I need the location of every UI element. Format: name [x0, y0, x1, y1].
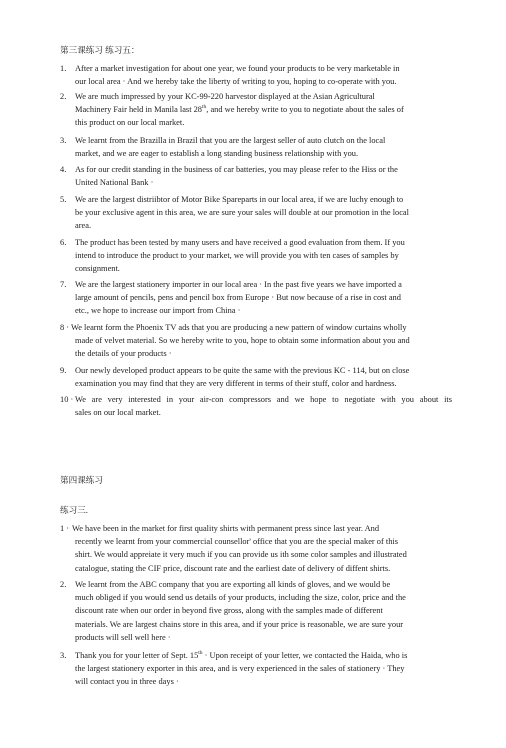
item-number: 7. [60, 280, 67, 289]
item-number: 10 · [60, 395, 74, 404]
item-line [75, 103, 452, 116]
item-number: 2. [60, 580, 67, 589]
item-number: 6. [60, 238, 67, 247]
item-line: We are much impressed by your KC-99-220 harvestor displayed at the Asian Agricultural [75, 92, 375, 101]
item-text: · Upon receipt of your letter, we contacted the Haida, who is [202, 651, 408, 660]
item-number: 3. [60, 651, 67, 660]
item-line: As for our credit standing in the business of car batteries, you may please refer to the Hiss or the [75, 165, 398, 174]
item-line: recently we learnt from your commercial counsellor' office that you are the special maker of this [75, 537, 398, 547]
list-item [60, 522, 452, 575]
item-line: After a market investigation for about one year, we found your products to be very marketable in [75, 64, 400, 73]
item-line: this product on our local market. [75, 118, 185, 128]
exercise-heading: 练习三. [60, 505, 88, 515]
item-text: , and we hereby write to you to negotiate about the sales of [206, 105, 404, 115]
item-line: market, and we are eager to establish a long standing business relationship with you. [75, 149, 359, 159]
item-line: be your exclusive agent in this area, we are sure your sales will double at our promotion in the local [75, 208, 409, 218]
item-number: 8 · [60, 323, 70, 332]
item-line: The product has been tested by many users and have received a good evaluation from them. If you [75, 238, 405, 247]
item-line [75, 649, 452, 662]
list-item [60, 193, 452, 233]
item-line: United National Bank · [75, 178, 154, 188]
list-item [60, 134, 452, 160]
item-line: shirt. We would appreiate it very much if you can provide us ith some color samples and illustrated [75, 550, 407, 560]
item-number: 2. [60, 92, 67, 101]
list-item [60, 393, 452, 419]
item-line: We are very interested in your air-con compressors and we hope to negotiate with you about its [75, 395, 452, 404]
item-line: We learnt form the Phoenix TV ads that you are producing a new pattern of window curtains wholly [71, 323, 407, 332]
list-item [60, 163, 452, 189]
item-line: We are the largest distriibtor of Motor Bike Spareparts in our local area, if we are luchy enough to [75, 195, 404, 204]
item-line: examination you may find that they are very different in terms of their stuff, color and hardness. [75, 379, 397, 389]
item-number: 5. [60, 195, 67, 204]
list-item [60, 62, 452, 88]
list-item [60, 278, 452, 318]
list-item [60, 649, 452, 689]
item-line: materials. We are largest chains store in this area, and if your price is reasonable, we are sure your [75, 619, 404, 629]
item-line: large amount of pencils, pens and pencil box from Europe · But now because of a rise in cost and [75, 293, 401, 303]
list-item [60, 90, 452, 130]
item-line: made of velvet material. So we hereby write to you, hope to obtain some information about you and [75, 336, 410, 346]
item-text: We have been in the market for first quality shirts with permanent press since last yea [72, 524, 359, 533]
item-line: We learnt from the ABC company that you are exporting all kinds of gloves, and we would be [75, 580, 391, 589]
item-text: Thank you for your letter of Sept. 15 [75, 651, 199, 660]
list-item [60, 364, 452, 390]
section-heading-lesson4: 第四课练习 [60, 475, 103, 485]
item-line: the largest stationery exporter in this area, and is very experienced in the sales of stationery · They [75, 664, 405, 674]
item-number: 3. [60, 136, 67, 145]
item-line: Our newly developed product appears to be quite the same with the previous KC - 114, but on close [75, 366, 410, 375]
item-line [60, 522, 452, 535]
item-line: products will sell well here · [75, 632, 171, 642]
item-line: much obliged if you would send us details of your products, including the size, color, price and the [75, 593, 406, 603]
section-heading-lesson3: 第三课练习 练习五： [60, 45, 140, 55]
ordinal-suffix: th [202, 104, 207, 111]
item-number: 9. [60, 366, 67, 375]
item-line: catalogue, stating the CIF price, discount rate and the earliest date of delivery of diffent shirts. [75, 563, 391, 573]
item-line: We are the largest stationery importer in our local area · In the past five years we have imported a [75, 280, 402, 289]
list-item [60, 236, 452, 276]
item-line: discount rate when our order in beyond five gross, along with the samples made of different [75, 606, 383, 616]
list-item [60, 321, 452, 361]
item-line: will contact you in three days · [75, 677, 179, 687]
item-line: area. [75, 221, 92, 231]
ordinal-suffix: th [198, 650, 203, 657]
item-number: 1. [60, 64, 67, 73]
item-line: intend to introduce the product to your market, we will provide you with ten cases of samples by [75, 251, 399, 261]
list-item [60, 578, 452, 644]
item-line: our local area · And we hereby take the liberty of writing to you, hoping to co-operate with you. [75, 77, 397, 87]
item-number: 4. [60, 165, 67, 174]
inline-mark: r. And [358, 524, 380, 533]
item-line: etc., we hope to increase our import from China · [75, 306, 241, 316]
item-line: consignment. [75, 264, 120, 274]
item-line: sales on our local market. [75, 408, 161, 418]
item-number: 1 · [60, 524, 70, 533]
item-line: We learnt from the Brazilla in Brazil that you are the largest seller of auto clutch on the local [75, 136, 386, 145]
item-line: the details of your products · [75, 349, 172, 359]
item-text: Machinery Fair held in Manila last 28 [75, 105, 202, 115]
